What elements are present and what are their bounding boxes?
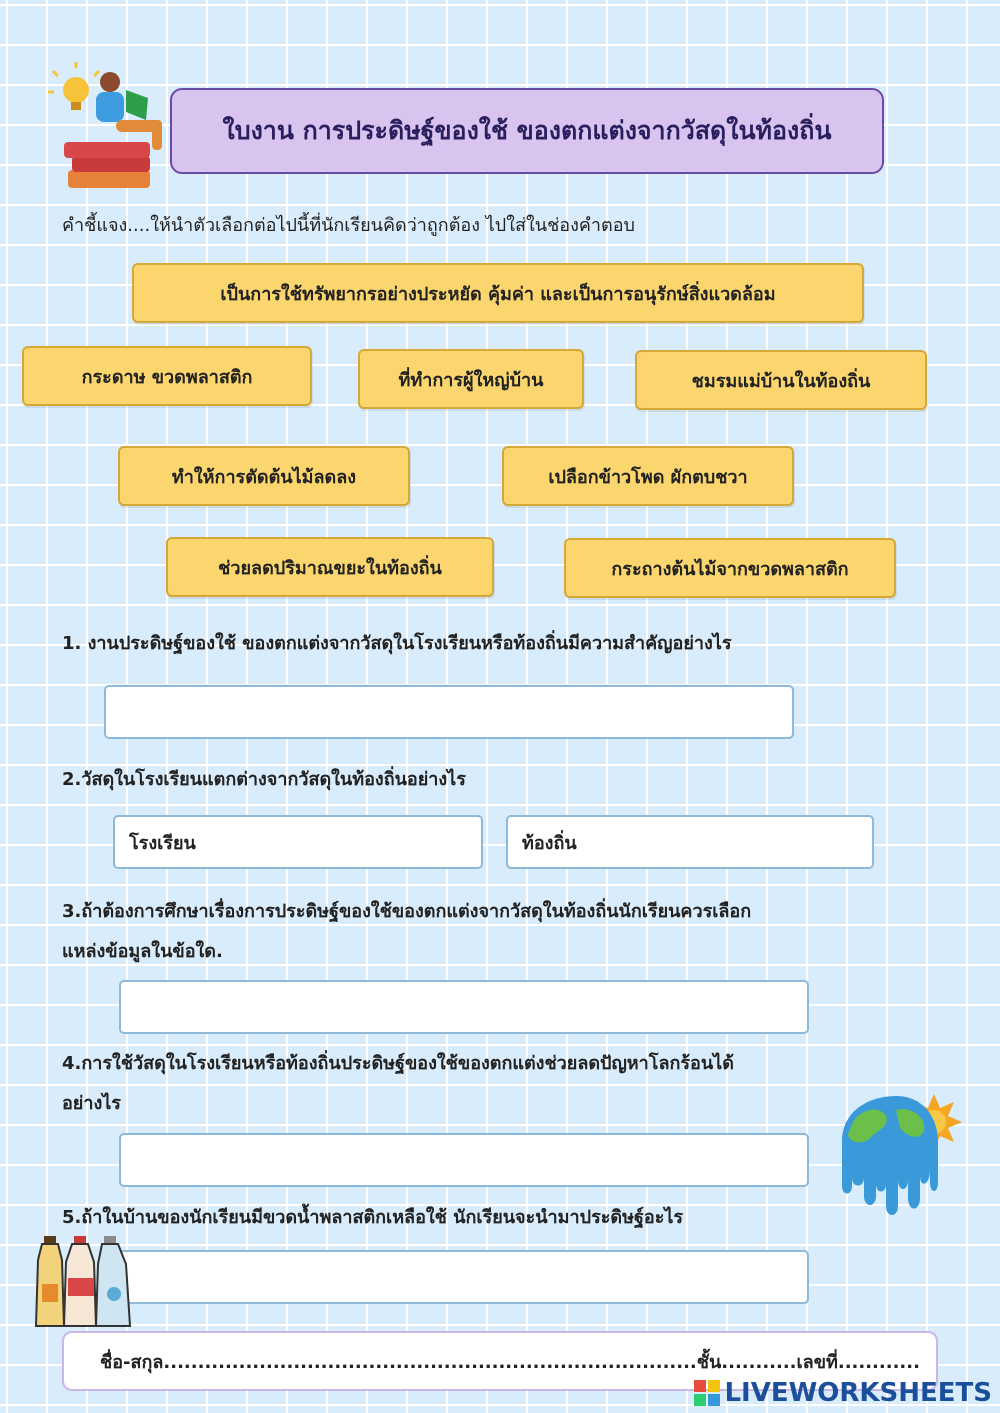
melting-earth-icon — [834, 1090, 962, 1218]
question-2: 2.วัสดุในโรงเรียนแตกต่างจากวัสดุในท้องถิ่นอย่างไร — [62, 769, 466, 790]
choice-chip[interactable]: ช่วยลดปริมาณขยะในท้องถิ่น — [166, 537, 494, 597]
question-3-line-1: 3.ถ้าต้องการศึกษาเรื่องการประดิษฐ์ของใช้ของตกแต่งจากวัสดุในท้องถิ่นนักเรียนควรเลือก — [62, 901, 752, 922]
instruction-text: คำชี้แจง....ให้นำตัวเลือกต่อไปนี้ที่นักเรียนคิดว่าถูกต้อง ไปใส่ในช่องคำตอบ — [62, 215, 635, 236]
choice-chip[interactable]: กระถางต้นไม้จากขวดพลาสติก — [564, 538, 896, 598]
question-3 — [62, 892, 751, 972]
choice-chip[interactable]: ทำให้การตัดต้นไม้ลดลง — [118, 446, 410, 506]
answer-field-q1[interactable] — [104, 685, 794, 739]
liveworksheets-icon — [694, 1380, 720, 1406]
question-1: 1. งานประดิษฐ์ของใช้ ของตกแต่งจากวัสดุในโรงเรียนหรือท้องถิ่นมีความสำคัญอย่างไร — [62, 633, 732, 654]
question-4-line-2: อย่างไร — [62, 1093, 121, 1114]
answer-field-q2-local[interactable]: ท้องถิ่น — [506, 815, 874, 869]
choice-chip[interactable]: ชมรมแม่บ้านในท้องถิ่น — [635, 350, 927, 410]
reading-student-icon — [48, 62, 178, 197]
choice-chip[interactable]: เปลือกข้าวโพด ผักตบชวา — [502, 446, 794, 506]
choice-chip[interactable]: เป็นการใช้ทรัพยากรอย่างประหยัด คุ้มค่า และเป็นการอนุรักษ์สิ่งแวดล้อม — [132, 263, 864, 323]
liveworksheets-logo — [694, 1378, 992, 1408]
question-3-line-2: แหล่งข้อมูลในข้อใด. — [62, 941, 223, 962]
answer-field-q3[interactable] — [119, 980, 809, 1034]
page-title: ใบงาน การประดิษฐ์ของใช้ ของตกแต่งจากวัสดุในท้องถิ่น — [170, 88, 884, 174]
question-4 — [62, 1044, 734, 1124]
question-4-line-1: 4.การใช้วัสดุในโรงเรียนหรือท้องถิ่นประดิษฐ์ของใช้ของตกแต่งช่วยลดปัญหาโลกร้อนได้ — [62, 1053, 734, 1074]
question-5: 5.ถ้าในบ้านของนักเรียนมีขวดน้ำพลาสติกเหลือใช้ นักเรียนจะนำมาประดิษฐ์อะไร — [62, 1207, 684, 1228]
answer-field-q5[interactable] — [119, 1250, 809, 1304]
answer-field-q2-school[interactable]: โรงเรียน — [113, 815, 483, 869]
liveworksheets-logo-text: LIVEWORKSHEETS — [724, 1378, 992, 1408]
choice-chip[interactable]: ที่ทำการผู้ใหญ่บ้าน — [358, 349, 584, 409]
student-info-text: ชื่อ-สกุล..............................................................................ชั้น...........เลขที่............ — [100, 1351, 920, 1373]
plastic-bottles-icon — [34, 1234, 134, 1330]
answer-field-q4[interactable] — [119, 1133, 809, 1187]
choice-chip[interactable]: กระดาษ ขวดพลาสติก — [22, 346, 312, 406]
